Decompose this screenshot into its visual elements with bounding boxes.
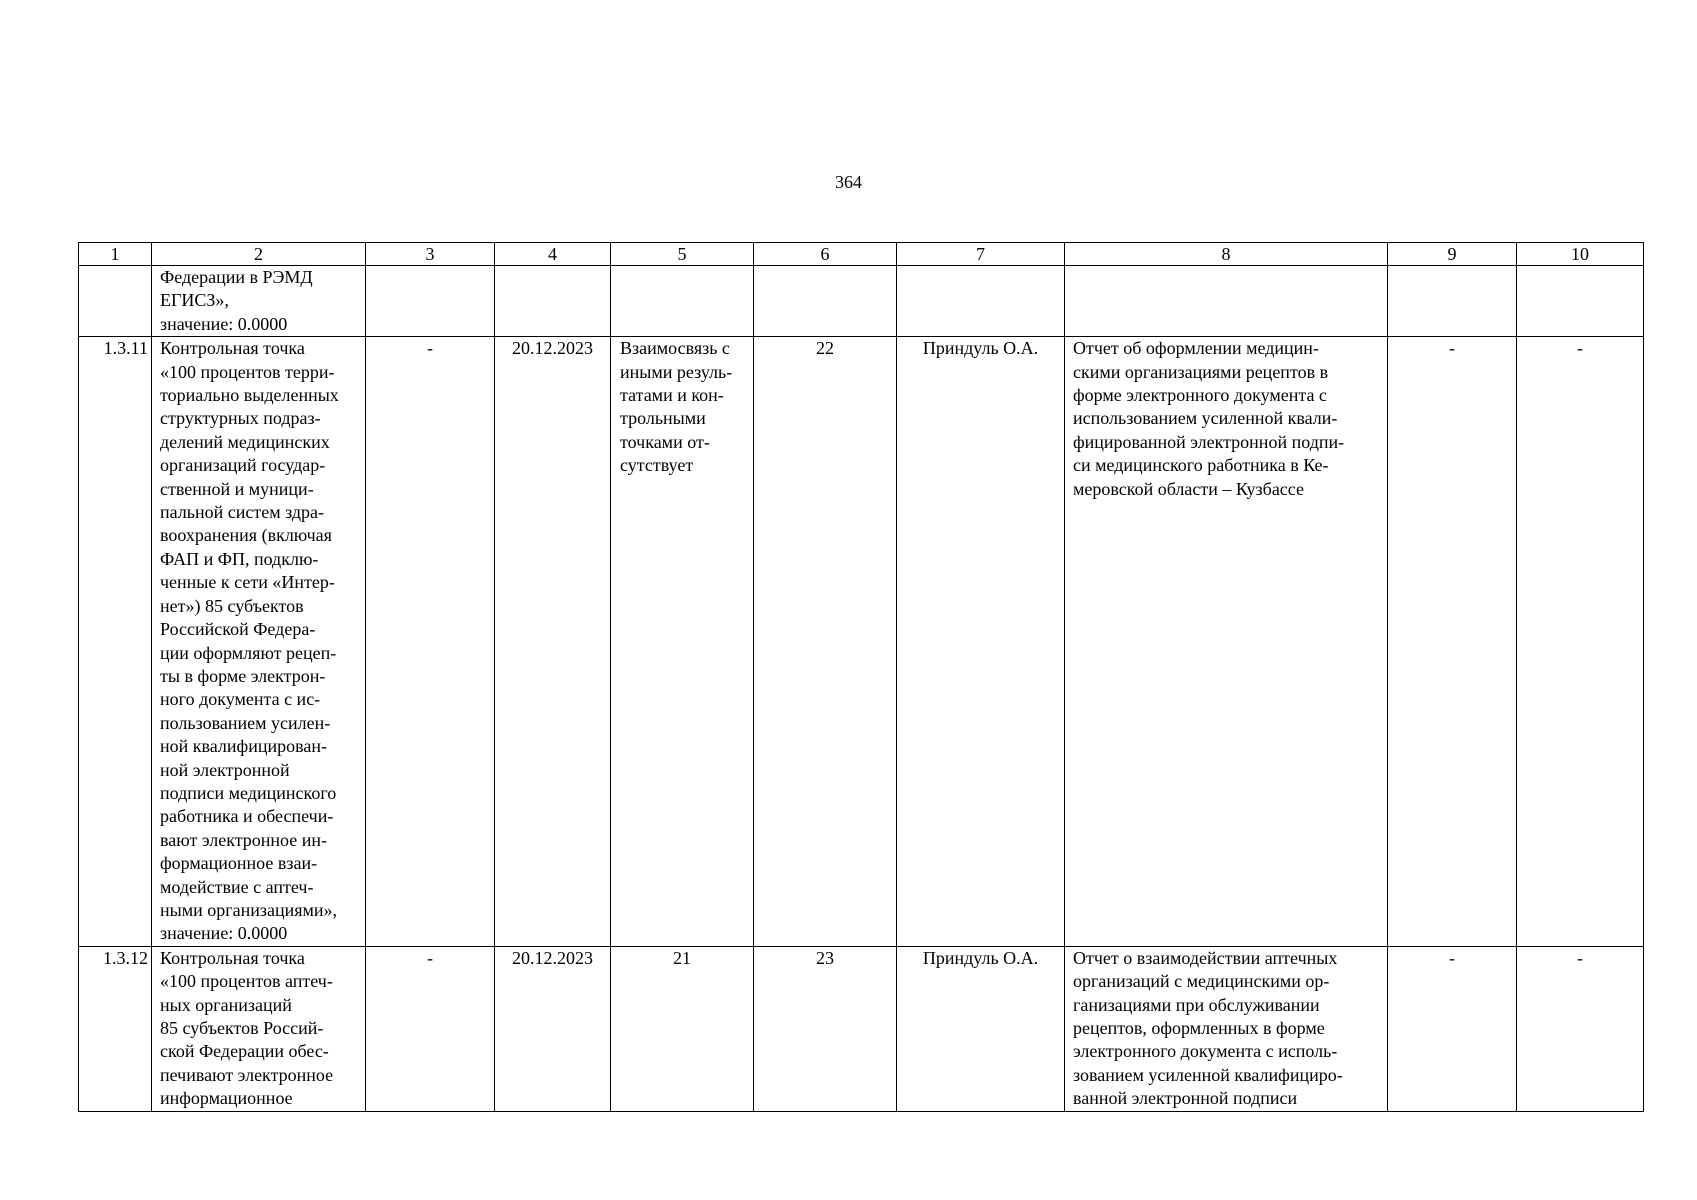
item-responsible	[897, 266, 1065, 337]
item-col10	[1517, 266, 1644, 337]
item-col9	[1388, 266, 1517, 337]
item-end-date: 20.12.2023	[495, 946, 611, 1111]
item-responsible: Приндуль О.А.	[897, 337, 1065, 947]
item-document	[1065, 266, 1388, 337]
column-number: 2	[152, 243, 366, 266]
column-number: 9	[1388, 243, 1517, 266]
item-number: 1.3.11	[79, 337, 152, 947]
column-number: 8	[1065, 243, 1388, 266]
item-predecessor: Взаимосвязь с иными резуль- татами и кон- трольными точками от- сутствует	[611, 337, 754, 947]
plan-table	[78, 242, 1644, 1112]
column-number: 4	[495, 243, 611, 266]
column-number: 5	[611, 243, 754, 266]
item-document: Отчет об оформлении медицин- скими организациями рецептов в форме электронного документа с использованием усиленной квали- фицированной электронной подпи- си медицинского работника в Ке- меровской области – Кузбассе	[1065, 337, 1388, 947]
item-predecessor: 21	[611, 946, 754, 1111]
item-start-date: -	[366, 337, 495, 947]
item-number	[79, 266, 152, 337]
item-col10: -	[1517, 337, 1644, 947]
column-number: 3	[366, 243, 495, 266]
column-number: 10	[1517, 243, 1644, 266]
item-col9: -	[1388, 337, 1517, 947]
item-responsible: Приндуль О.А.	[897, 946, 1065, 1111]
item-end-date	[495, 266, 611, 337]
item-start-date: -	[366, 946, 495, 1111]
item-end-date: 20.12.2023	[495, 337, 611, 947]
item-successor: 23	[754, 946, 897, 1111]
page-number: 364	[835, 172, 862, 192]
column-number: 6	[754, 243, 897, 266]
table-row	[79, 946, 1644, 1111]
column-number-row	[79, 243, 1644, 266]
column-number: 7	[897, 243, 1065, 266]
table-row	[79, 337, 1644, 947]
item-start-date	[366, 266, 495, 337]
item-col9: -	[1388, 946, 1517, 1111]
item-successor	[754, 266, 897, 337]
column-number: 1	[79, 243, 152, 266]
item-successor: 22	[754, 337, 897, 947]
table-row	[79, 266, 1644, 337]
item-predecessor	[611, 266, 754, 337]
item-col10: -	[1517, 946, 1644, 1111]
item-description: Контрольная точка «100 процентов терри- ториально выделенных структурных подраз- делений медицинских организаций государ- ственной и муници- пальной систем здра- воохранения (включая ФАП и ФП, подклю- ченные к сети «Интер- нет») 85 субъектов Российской Федера- ции оформляют рецеп- ты в форме электрон- ного документа с ис- пользованием усилен- ной квалифицирован- ной электронной подписи медицинского работника и обеспечи- вают электронное ин- формационное взаи- модействие с аптеч- ными организациями», значение: 0.0000	[152, 337, 366, 947]
item-description: Контрольная точка «100 процентов аптеч- ных организаций 85 субъектов Россий- ской Федерации обес- печивают электронное информационное	[152, 946, 366, 1111]
item-number: 1.3.12	[79, 946, 152, 1111]
item-document: Отчет о взаимодействии аптечных организаций с медицинскими ор- ганизациями при обслуживании рецептов, оформленных в форме электронного документа с исполь- зованием усиленной квалифициро- ванной электронной подписи	[1065, 946, 1388, 1111]
item-description: Федерации в РЭМД ЕГИСЗ», значение: 0.0000	[152, 266, 366, 337]
